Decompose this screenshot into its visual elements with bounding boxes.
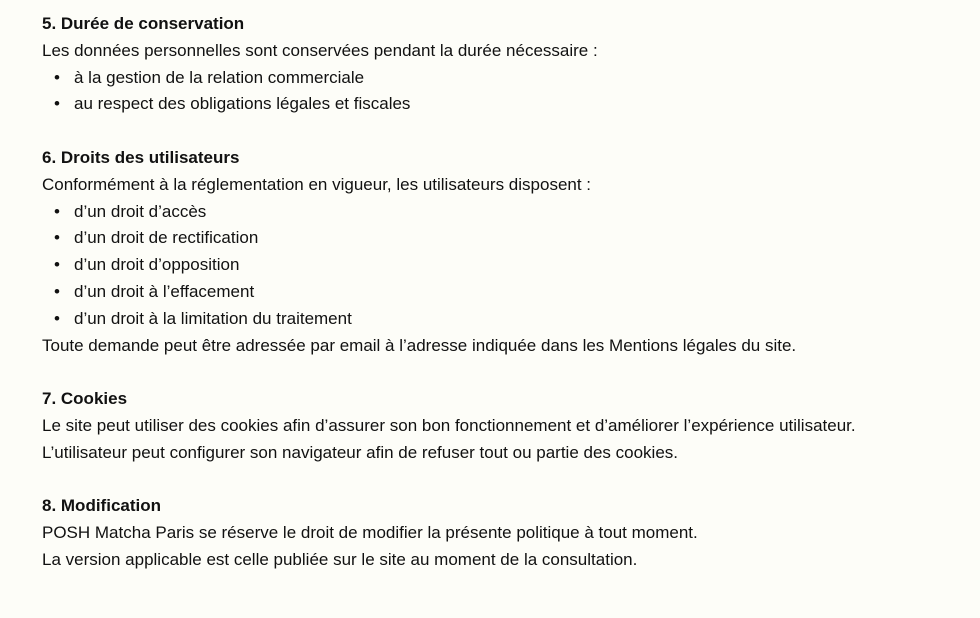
list-item: • d’un droit de rectification — [42, 225, 980, 252]
section-line: Le site peut utiliser des cookies afin d’assurer son bon fonctionnement et d’améliorer l’expérience utilisateur. — [42, 415, 856, 435]
list-item: • d’un droit à l’effacement — [42, 279, 980, 306]
list-item: • d’un droit à la limitation du traitement — [42, 306, 980, 333]
section-cookies — [42, 386, 980, 466]
section-modification — [42, 493, 980, 573]
section-intro: Conformément à la réglementation en vigueur, les utilisateurs disposent : — [42, 174, 592, 194]
bullet-icon: • — [54, 201, 60, 221]
section-user-rights — [42, 145, 980, 359]
bullet-list — [42, 65, 980, 119]
list-item: • au respect des obligations légales et fiscales — [42, 91, 980, 118]
section-heading: 6. Droits des utilisateurs — [42, 147, 240, 167]
bullet-icon: • — [54, 281, 60, 301]
bullet-icon: • — [54, 67, 60, 87]
bullet-icon: • — [54, 308, 60, 328]
list-item: • à la gestion de la relation commerciale — [42, 65, 980, 92]
section-outro: Toute demande peut être adressée par email à l’adresse indiquée dans les Mentions légales du site. — [42, 335, 797, 355]
bullet-icon: • — [54, 94, 60, 114]
bullet-icon: • — [54, 255, 60, 275]
section-line: La version applicable est celle publiée sur le site au moment de la consultation. — [42, 549, 638, 569]
list-item: • d’un droit d’accès — [42, 199, 980, 226]
section-heading: 7. Cookies — [42, 389, 128, 409]
section-line: POSH Matcha Paris se réserve le droit de modifier la présente politique à tout moment. — [42, 523, 698, 543]
section-heading: 5. Durée de conservation — [42, 14, 245, 33]
section-retention — [42, 11, 980, 118]
section-intro: Les données personnelles sont conservées pendant la durée nécessaire : — [42, 40, 598, 60]
section-line: L’utilisateur peut configurer son navigateur afin de refuser tout ou partie des cookies. — [42, 442, 678, 462]
bullet-icon: • — [54, 228, 60, 248]
bullet-list — [42, 199, 980, 333]
list-item: • d’un droit d’opposition — [42, 252, 980, 279]
section-heading: 8. Modification — [42, 496, 161, 516]
